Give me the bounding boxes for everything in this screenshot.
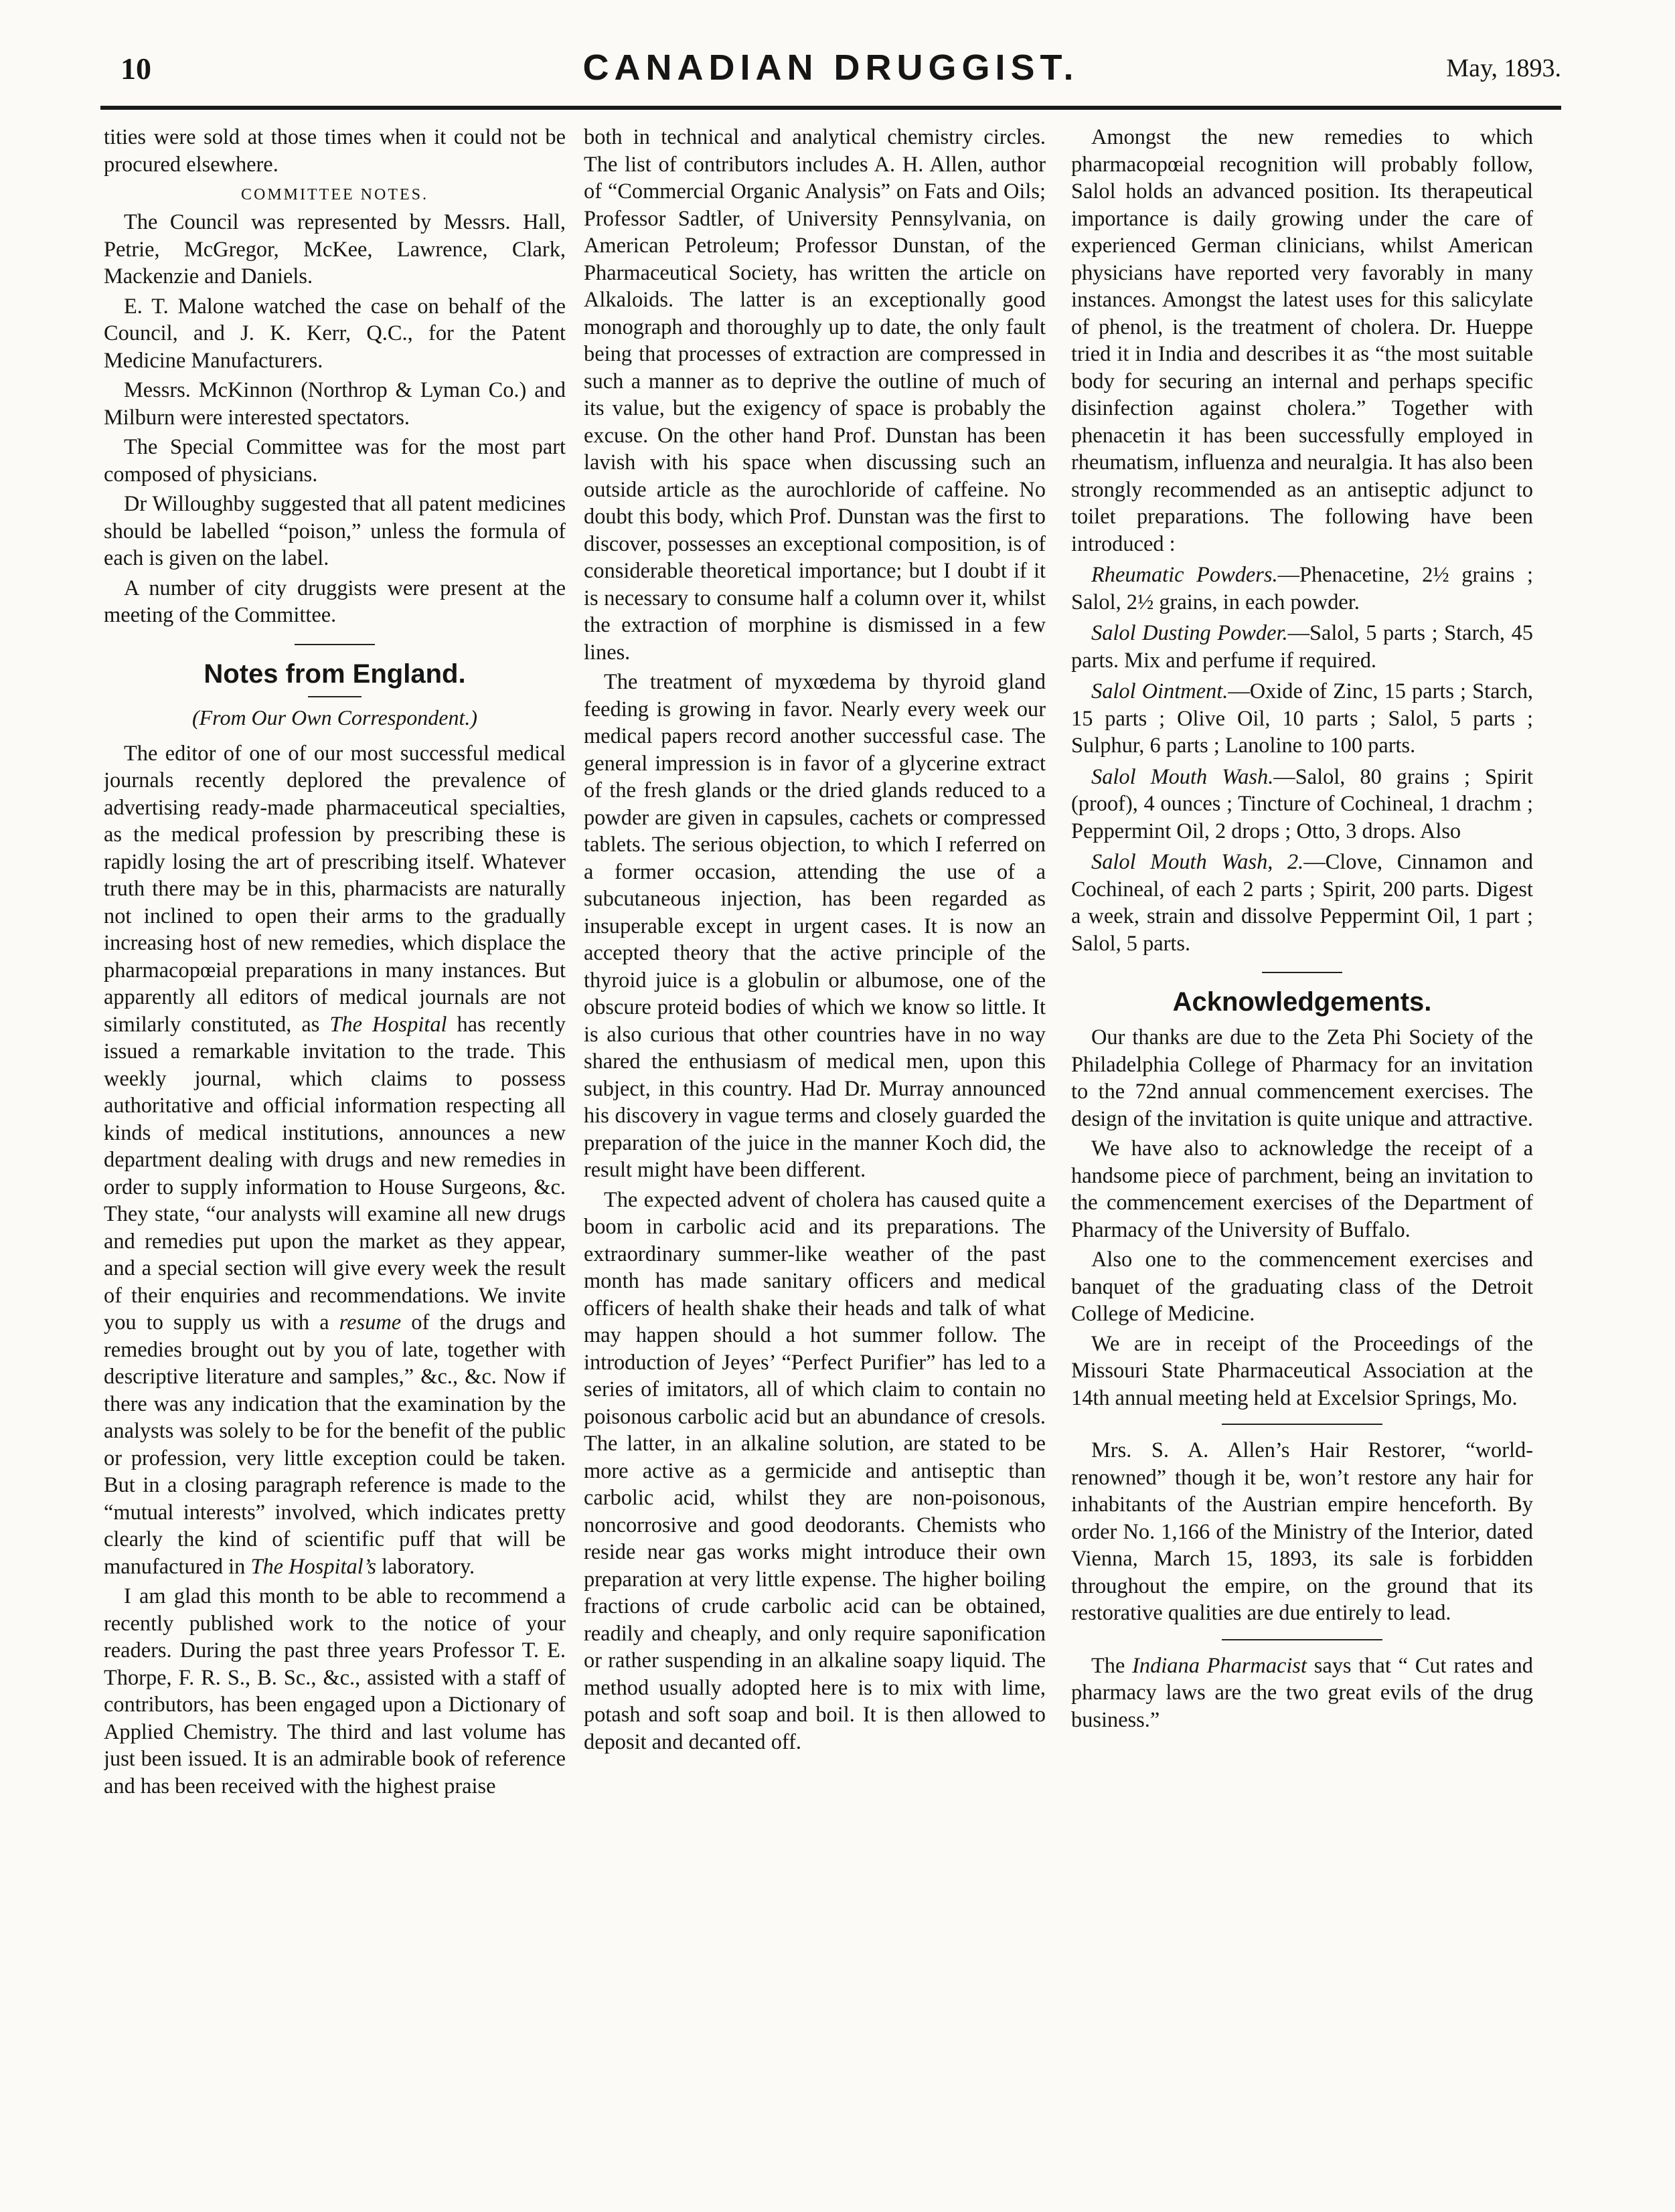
paragraph: I am glad this month to be able to recommend a recently published work to the notice of your readers. During the past three years Professor T. E. Thorpe, F. R. S., B. Sc., &c., assisted with a staff of contributors, has been engaged upon a Dictionary of Applied Chemistry. The third and last volume has just been issued. It is an admirable book of reference and has been received with the highest praise	[104, 1584, 566, 1798]
acknowledgements-heading: Acknowledgements.	[1172, 987, 1432, 1017]
recipe-salol-ointment: Salol Ointment.—Oxide of Zinc, 15 parts ; Starch, 15 parts ; Olive Oil, 10 parts ; Salol, 5 parts ; Sulphur, 6 parts ; Lanoline to 100 parts.	[1071, 679, 1533, 758]
publication-title: The Hospital	[329, 1012, 447, 1037]
publication-title: Indiana Pharmacist	[1132, 1653, 1307, 1678]
paragraph: E. T. Malone watched the case on behalf of the Council, and J. K. Kerr, Q.C., for the Patent Medicine Manufacturers.	[104, 294, 566, 373]
paragraph: Our thanks are due to the Zeta Phi Society of the Philadelphia College of Pharmacy for an invitation to the 72nd annual commencement exercises. The design of the invitation is quite unique and attractive.	[1071, 1025, 1533, 1131]
committee-notes-heading: COMMITTEE NOTES.	[241, 186, 428, 203]
correspondent-byline: (From Our Own Correspondent.)	[191, 705, 478, 730]
issue-date: May, 1893.	[1446, 54, 1561, 82]
paragraph: We have also to acknowledge the receipt of a handsome piece of parchment, being an invitation to the commencement exercises of the Department of Pharmacy of the University of Buffalo.	[1071, 1136, 1533, 1242]
section-divider	[295, 644, 375, 645]
paragraph: Messrs. McKinnon (Northrop & Lyman Co.) and Milburn were interested spectators.	[104, 378, 566, 430]
paragraph: both in technical and analytical chemistry circles. The list of contributors includes A. H. Allen, author of “Commercial Organic Analysis” on Fats and Oils; Professor Sadtler, of University Pennsylvania, on American Petroleum; Professor Dunstan, of the Pharmaceutical Society, has written the article on Alkaloids. The latter is an exceptionally good monograph and thoroughly up to date, the only fault being that processes of extraction are compressed in such a manner as to deprive the outline of much of its value, but the exigency of space is probably the excuse. On the other hand Prof. Dunstan has been lavish with his space when discussing such an outside article as the aurochloride of caffeine. No doubt this body, which Prof. Dunstan was the first to discover, possesses an exceptional composition, is of considerable theoretical importance; but I doubt if it is necessary to consume half a column over it, whilst the extraction of morphine is dismissed in a few lines.	[584, 125, 1046, 665]
paragraph: The Council was represented by Messrs. Hall, Petrie, McGregor, McKee, Lawrence, Clark, Mackenzie and Daniels.	[104, 210, 566, 288]
paragraph: tities were sold at those times when it could not be procured elsewhere.	[104, 125, 566, 177]
page-number: 10	[121, 52, 151, 86]
page-header	[100, 39, 1561, 106]
paragraph-editor: The editor of one of our most successful medical journals recently deplored the prevalence of advertising ready-made pharmaceutical specialties, as the medical profession by prescribing these is rapidly losing the art of prescribing itself. Whatever truth there may be in this, pharmacists are naturally not inclined to open their arms to the gradually increasing host of new remedies, which displace the pharmacopœial preparations in many instances. But apparently all editors of medical journals are not similarly constituted, as The Hospital has recently issued a remarkable invitation to the trade. This weekly journal, which claims to possess authoritative and official information respecting all kinds of medical institutions, announces a new department dealing with drugs and new remedies in order to supply information to House Surgeons, &c. They state, “our analysts will examine all new drugs and remedies put upon the market as they appear, and a special section will give every week the result of their enquiries and recommendations. We invite you to supply us with a resume of the drugs and remedies brought out by you of late, together with descriptive literature and samples,” &c., &c. Now if there was any indication that the examination by the analysts was solely to be for the benefit of the public or profession, very little exception could be taken. But in a closing paragraph reference is made to the “mutual interests” involved, which indicates pretty clearly the kind of scientific puff that will be manufactured in The Hospital’s laboratory.	[104, 741, 566, 1579]
column-1	[104, 124, 566, 2192]
paragraph: The expected advent of cholera has caused quite a boom in carbolic acid and its preparations. The extraordinary summer-like weather of the past month has made sanitary officers and medical officers of health shake their heads and talk of what may happen should a hot summer follow. The introduction of Jeyes’ “Perfect Purifier” has led to a series of imitators, all of which claim to contain no poisonous carbolic acid but an abundance of cresols. The latter, in an alkaline solution, are stated to be more active as a germicide and antiseptic than carbolic acid, whilst they are non-poisonous, noncorrosive and good deodorants. Chemists who reside near gas works might introduce their own preparation at very little expense. The higher boiling fractions of crude carbolic acid can be obtained, readily and cheaply, and only require saponification or rather suspending in an alkaline soapy liquid. The method usually adopted here is to mix with lime, potash and soft soap and boil. It is then allowed to deposit and decanted off.	[584, 1187, 1046, 1754]
recipe-rheumatic-powders: Rheumatic Powders.—Phenacetine, 2½ grains ; Salol, 2½ grains, in each powder.	[1071, 563, 1533, 614]
paragraph: Amongst the new remedies to which pharmacopœial recognition will probably follow, Salol holds an advanced position. Its therapeutical importance is daily growing under the care of experienced German clinicians, whilst American physicians have reported very favorably in many instances. Amongst the latest uses for this salicylate of phenol, is the treatment of cholera. Dr. Hueppe tried it in India and describes it as “the most suitable body for securing an internal and perhaps specific disinfection against cholera.” Together with phenacetin it has been successfully employed in rheumatism, influenza and neuralgia. It has also been strongly recommended as an antiseptic adjunct to toilet preparations. The following have been introduced :	[1071, 125, 1533, 556]
masthead-title: CANADIAN DRUGGIST.	[582, 48, 1079, 88]
column-3	[1071, 124, 1533, 2192]
section-divider	[1222, 1639, 1382, 1640]
paragraph: Dr Willoughby suggested that all patent medicines should be labelled “poison,” unless the formula of each is given on the label.	[104, 492, 566, 570]
paragraph: Also one to the commencement exercises and banquet of the graduating class of the Detroit College of Medicine.	[1071, 1248, 1533, 1326]
section-divider	[1262, 972, 1342, 973]
notes-from-england-heading: Notes from England.	[204, 659, 466, 689]
italic-word: resume	[339, 1310, 402, 1335]
publication-title: The Hospital’s	[250, 1554, 376, 1579]
paragraph: We are in receipt of the Proceedings of the Missouri State Pharmaceutical Association at the 14th annual meeting held at Excelsior Springs, Mo.	[1071, 1331, 1533, 1410]
paragraph: Mrs. S. A. Allen’s Hair Restorer, “world-renowned” though it be, won’t restore any hair for inhabitants of the Austrian empire henceforth. By order No. 1,166 of the Ministry of the Interior, dated Vienna, March 15, 1893, its sale is forbidden throughout the empire, on the ground that its restorative qualities are due entirely to lead.	[1071, 1438, 1533, 1625]
paragraph: The treatment of myxœdema by thyroid gland feeding is growing in favor. Nearly every week our medical papers record another successful case. The general impression is in favor of a glycerine extract of the fresh glands or the dried glands reduced to a powder are given in capsules, cachets or compressed tablets. The serious objection, to which I referred on a former occasion, attending the use of a subcutaneous injection, has been regarded as insuperable except in urgent cases. It is now an accepted theory that the active principle of the thyroid juice is a globulin or albumose, one of the obscure proteid bodies of which we know so little. It is also curious that other countries have in no way shared the enthusiasm of medical men, upon this subject, in this country. Had Dr. Murray announced his discovery in vague terms and closely guarded the preparation of the juice in the manner Koch did, the result might have been different.	[584, 670, 1046, 1182]
paragraph: The Special Committee was for the most part composed of physicians.	[104, 435, 566, 487]
recipe-salol-mouth-wash: Salol Mouth Wash.—Salol, 80 grains ; Spirit (proof), 4 ounces ; Tincture of Cochineal, 1 drachm ; Peppermint Oil, 2 drops ; Otto, 3 drops. Also	[1071, 764, 1533, 843]
section-divider	[1222, 1424, 1382, 1425]
header-rule	[100, 106, 1561, 110]
paragraph: A number of city druggists were present at the meeting of the Committee.	[104, 576, 566, 627]
recipe-salol-dusting-powder: Salol Dusting Powder.—Salol, 5 parts ; Starch, 45 parts. Mix and perfume if required.	[1071, 621, 1533, 673]
recipe-salol-mouth-wash-2: Salol Mouth Wash, 2.—Clove, Cinnamon and Cochineal, of each 2 parts ; Spirit, 200 parts. Digest a week, strain and dissolve Peppermint Oil, 1 part ; Salol, 5 parts.	[1071, 850, 1533, 956]
heading-rule	[308, 696, 362, 697]
column-2	[584, 124, 1046, 2192]
paragraph-indiana: The Indiana Pharmacist says that “ Cut rates and pharmacy laws are the two great evils of the drug business.”	[1071, 1653, 1533, 1732]
